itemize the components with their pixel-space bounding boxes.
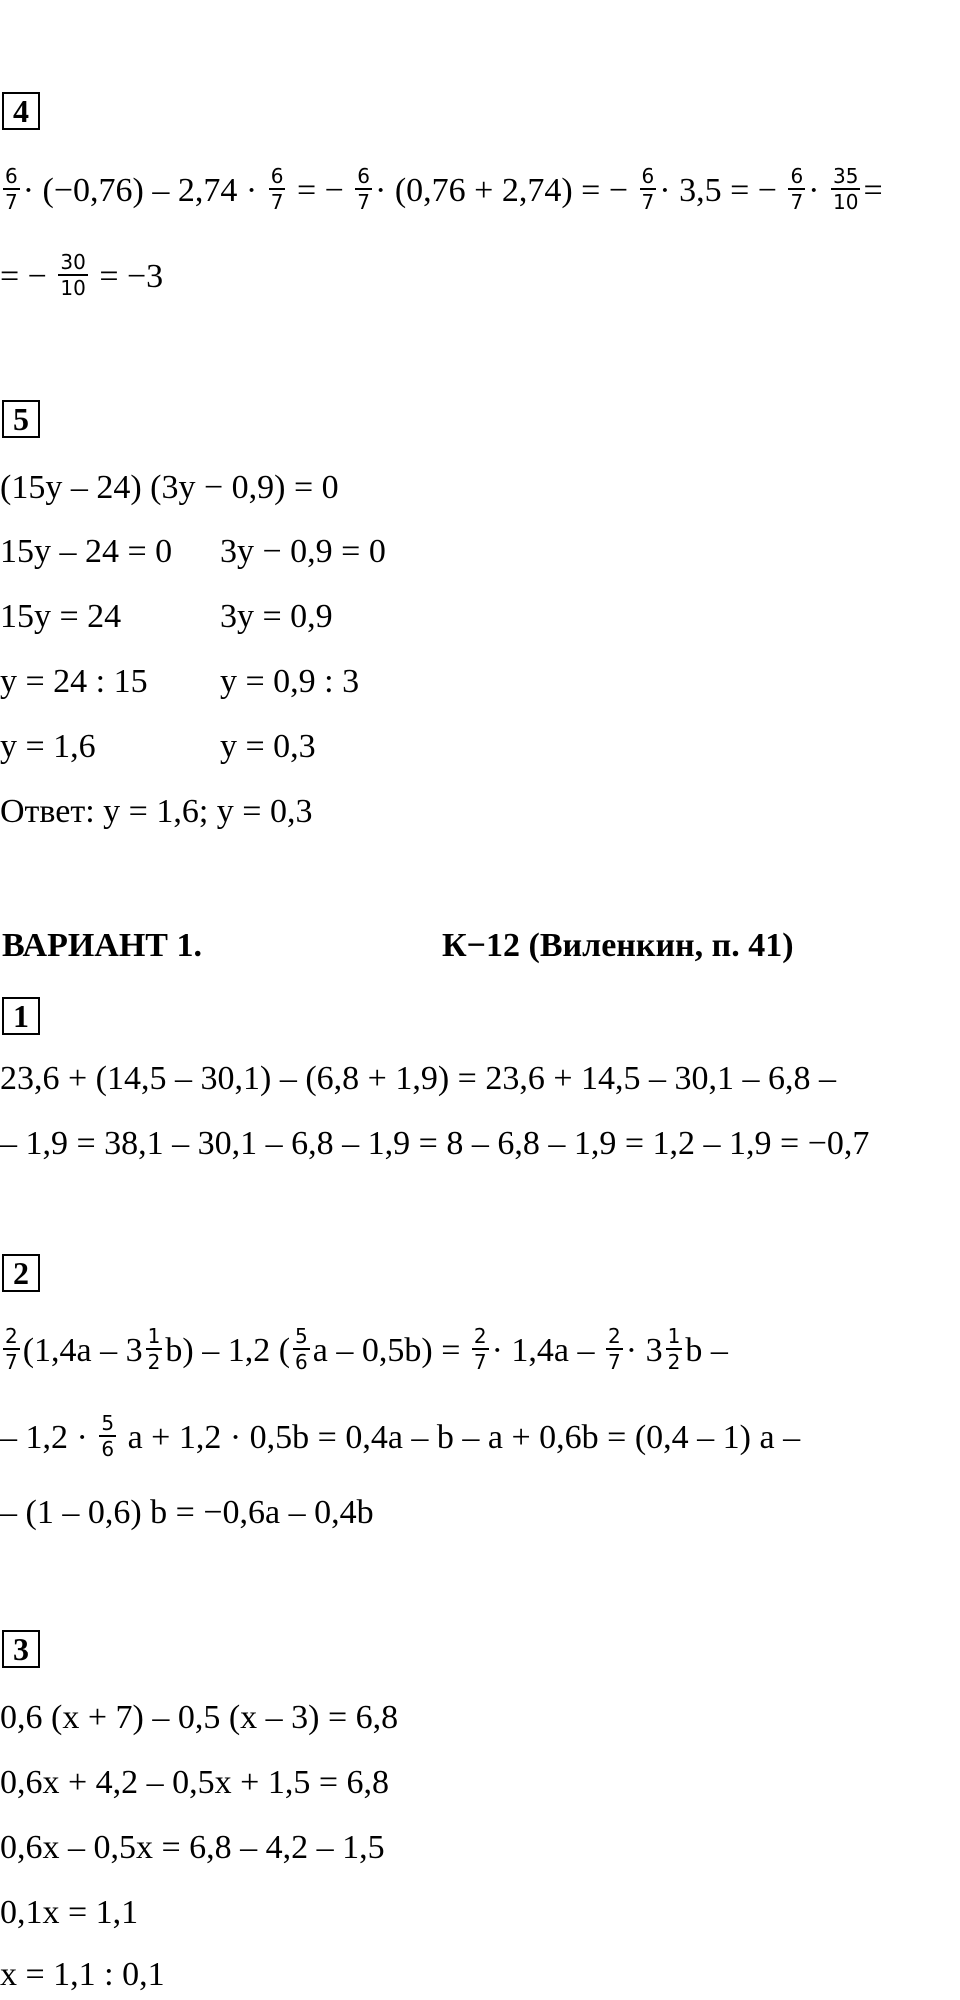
task5-left-4: y = 1,6 <box>0 728 96 765</box>
answer-label: Ответ: <box>0 793 95 830</box>
fraction: $\frac{1}{2}$ <box>147 1324 161 1374</box>
fraction: $\frac{35}{10}$ <box>833 164 859 214</box>
fraction: $\frac{6}{7}$ <box>641 164 655 214</box>
fraction: $\frac{30}{10}$ <box>60 250 86 300</box>
task5-equation: (15y – 24) (3y − 0,9) = 0 <box>0 469 339 506</box>
v-task3-line-3: 0,6x – 0,5x = 6,8 – 4,2 – 1,5 <box>0 1829 385 1866</box>
task5-left-3: y = 24 : 15 <box>0 663 148 700</box>
v-task3-line-2: 0,6x + 4,2 – 0,5x + 1,5 = 6,8 <box>0 1764 390 1801</box>
task5-right-3: y = 0,9 : 3 <box>220 663 360 700</box>
task-number-5: 5 <box>2 400 40 438</box>
fraction: $\frac{6}{7}$ <box>790 164 804 214</box>
v-task2-line-1: $\frac{2}{7}$ (1,4a – 3 $\frac{1}{2}$ b) – 1,2 ( $\frac{5}{6}$ a – 0,5b) = $\frac{2}{7}$ · 1,4a – $\frac{2}{7}$ · 3 $\frac{1}{2}$ b – <box>5 1324 728 1374</box>
fraction: $\frac{2}{7}$ <box>5 1324 18 1374</box>
v-task1-line-1: 23,6 + (14,5 – 30,1) – (6,8 + 1,9) = 23,6 + 14,5 – 30,1 – 6,8 – <box>0 1060 836 1097</box>
fraction: $\frac{6}{7}$ <box>270 164 284 214</box>
task5-right-4: y = 0,3 <box>220 728 316 765</box>
variant-title: ВАРИАНТ 1. <box>2 927 202 964</box>
task5-left-2: 15y = 24 <box>0 598 122 635</box>
v-task2-line-3: – (1 – 0,6) b = −0,6a – 0,4b <box>0 1494 374 1531</box>
task4-line-2: = − $\frac{30}{10}$ = −3 <box>0 250 164 300</box>
task-number-3: 3 <box>2 1630 40 1668</box>
task5-right-2: 3y = 0,9 <box>220 598 333 635</box>
v-task2-line-2: – 1,2 · $\frac{5}{6}$ a + 1,2 · 0,5b = 0,4a – b – a + 0,6b = (0,4 – 1) a – <box>0 1411 801 1461</box>
v-task3-line-4: 0,1x = 1,1 <box>0 1894 139 1931</box>
fraction: $\frac{6}{7}$ <box>5 164 18 214</box>
variant-source: К−12 (Виленкин, п. 41) <box>442 927 794 964</box>
task5-answer <box>0 792 312 832</box>
task4-line-1: $\frac{6}{7}$ · (−0,76) – 2,74 · $\frac{6}{7}$ = − $\frac{6}{7}$ · (0,76 + 2,74) = − $\frac{6}{7}$ · 3,5 = − $\frac{6}{7}$ · $\frac{35}{10}$ = <box>5 164 883 214</box>
fraction: $\frac{6}{7}$ <box>357 164 371 214</box>
task-number-4: 4 <box>2 92 40 130</box>
task5-left-1: 15y – 24 = 0 <box>0 533 173 570</box>
v-task3-line-5: x = 1,1 : 0,1 <box>0 1956 165 1993</box>
answer-value: y = 1,6; y = 0,3 <box>103 793 313 830</box>
fraction: $\frac{1}{2}$ <box>667 1324 681 1374</box>
v-task3-line-1: 0,6 (x + 7) – 0,5 (x – 3) = 6,8 <box>0 1699 399 1736</box>
fraction: $\frac{2}{7}$ <box>608 1324 621 1374</box>
v-task1-line-2: – 1,9 = 38,1 – 30,1 – 6,8 – 1,9 = 8 – 6,8 – 1,9 = 1,2 – 1,9 = −0,7 <box>0 1125 870 1162</box>
fraction: $\frac{5}{6}$ <box>295 1324 308 1374</box>
fraction: $\frac{2}{7}$ <box>473 1324 487 1374</box>
fraction: $\frac{5}{6}$ <box>101 1411 115 1461</box>
task-number-2: 2 <box>2 1254 40 1292</box>
task-number-1: 1 <box>2 997 40 1035</box>
task5-right-1: 3y − 0,9 = 0 <box>220 533 386 570</box>
